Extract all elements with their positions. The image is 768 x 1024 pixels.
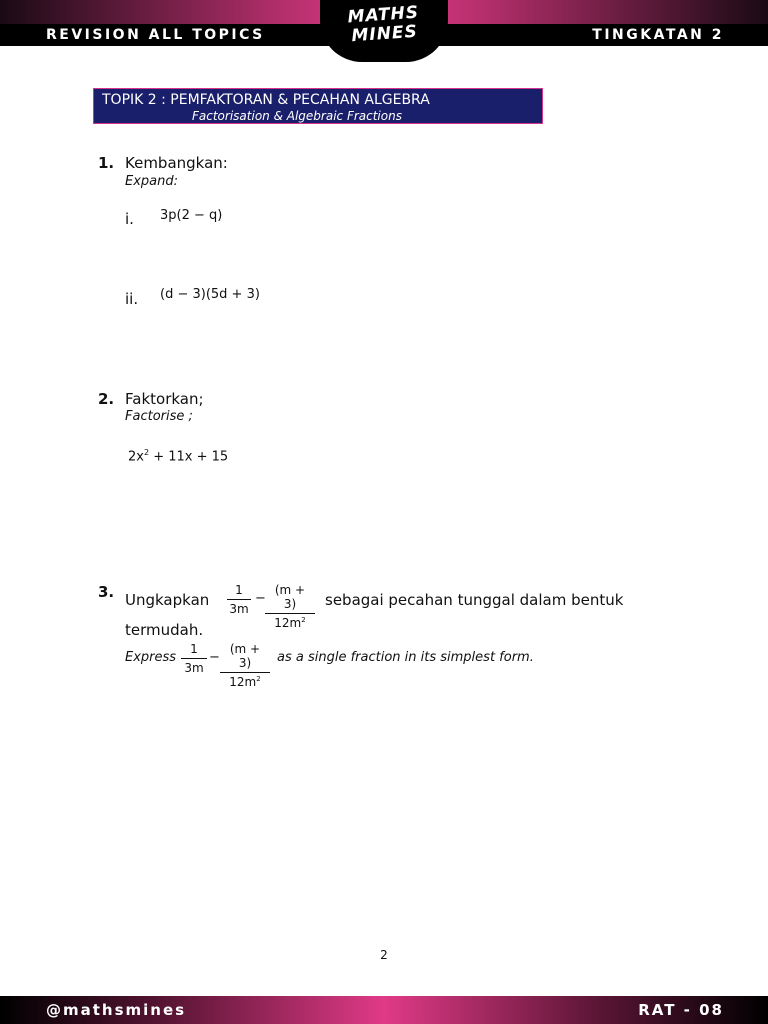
topic-title: TOPIK 2 : PEMFAKTORAN & PECAHAN ALGEBRA (102, 92, 430, 108)
q3-en-frac1-denominator: 3m (184, 661, 204, 675)
q1-number: 1. (98, 154, 115, 172)
q3-line-2: termudah. (125, 621, 204, 639)
footer-handle: @mathsmines (46, 1001, 187, 1019)
q3-en-fraction-2 (220, 642, 270, 689)
header-right-title: TINGKATAN 2 (592, 27, 724, 43)
q3-number: 3. (98, 583, 115, 601)
q3-fraction-1 (227, 583, 251, 616)
q3-fraction-2 (265, 583, 315, 630)
q2-expr-rest: + 11x + 15 (149, 449, 229, 465)
topic-subtitle: Factorisation & Algebraic Fractions (192, 109, 402, 123)
q1-part-ii-label: ii. (125, 290, 139, 308)
q1-label: Kembangkan: (125, 154, 228, 172)
q3-frac2-exponent: 2 (301, 616, 306, 624)
q3-en-frac1-numerator: 1 (181, 642, 207, 659)
q3-en-fraction-1 (181, 642, 207, 675)
q3-en-minus: − (209, 650, 220, 665)
q3-en-lead: Express (125, 650, 177, 665)
q3-frac1-denominator: 3m (229, 602, 249, 616)
q3-minus: − (255, 591, 266, 606)
topic-banner (93, 88, 543, 124)
q3-en-frac2-numerator: (m + 3) (220, 642, 270, 673)
q1-sublabel: Expand: (125, 174, 178, 189)
q2-expr-term: 2x (128, 449, 144, 465)
q2-sublabel: Factorise ; (125, 409, 193, 424)
q3-frac2-denominator: 12m (274, 616, 302, 630)
q2-number: 2. (98, 390, 115, 408)
logo-line-2: MINES (350, 21, 419, 47)
q2-expr-exponent: 2 (143, 448, 150, 457)
q1-part-i-expr: 3p(2 − q) (160, 208, 223, 223)
q3-en-frac2-denominator: 12m (229, 675, 257, 689)
q3-tail: sebagai pecahan tunggal dalam bentuk (325, 591, 624, 609)
footer-code: RAT - 08 (638, 1001, 724, 1019)
q3-en-tail: as a single fraction in its simplest form. (277, 650, 534, 665)
page-number: 2 (380, 948, 388, 962)
q3-en-frac2-exponent: 2 (256, 675, 261, 683)
header-left-title: REVISION ALL TOPICS (46, 27, 265, 43)
q1-part-ii-expr: (d − 3)(5d + 3) (160, 287, 260, 302)
q3-frac2-numerator: (m + 3) (265, 583, 315, 614)
q2-expression (128, 448, 228, 464)
q3-frac1-numerator: 1 (227, 583, 251, 600)
logo-line-1: MATHS (346, 2, 420, 28)
q2-label: Faktorkan; (125, 390, 204, 408)
q3-lead: Ungkapkan (125, 591, 210, 609)
q1-part-i-label: i. (125, 210, 134, 228)
